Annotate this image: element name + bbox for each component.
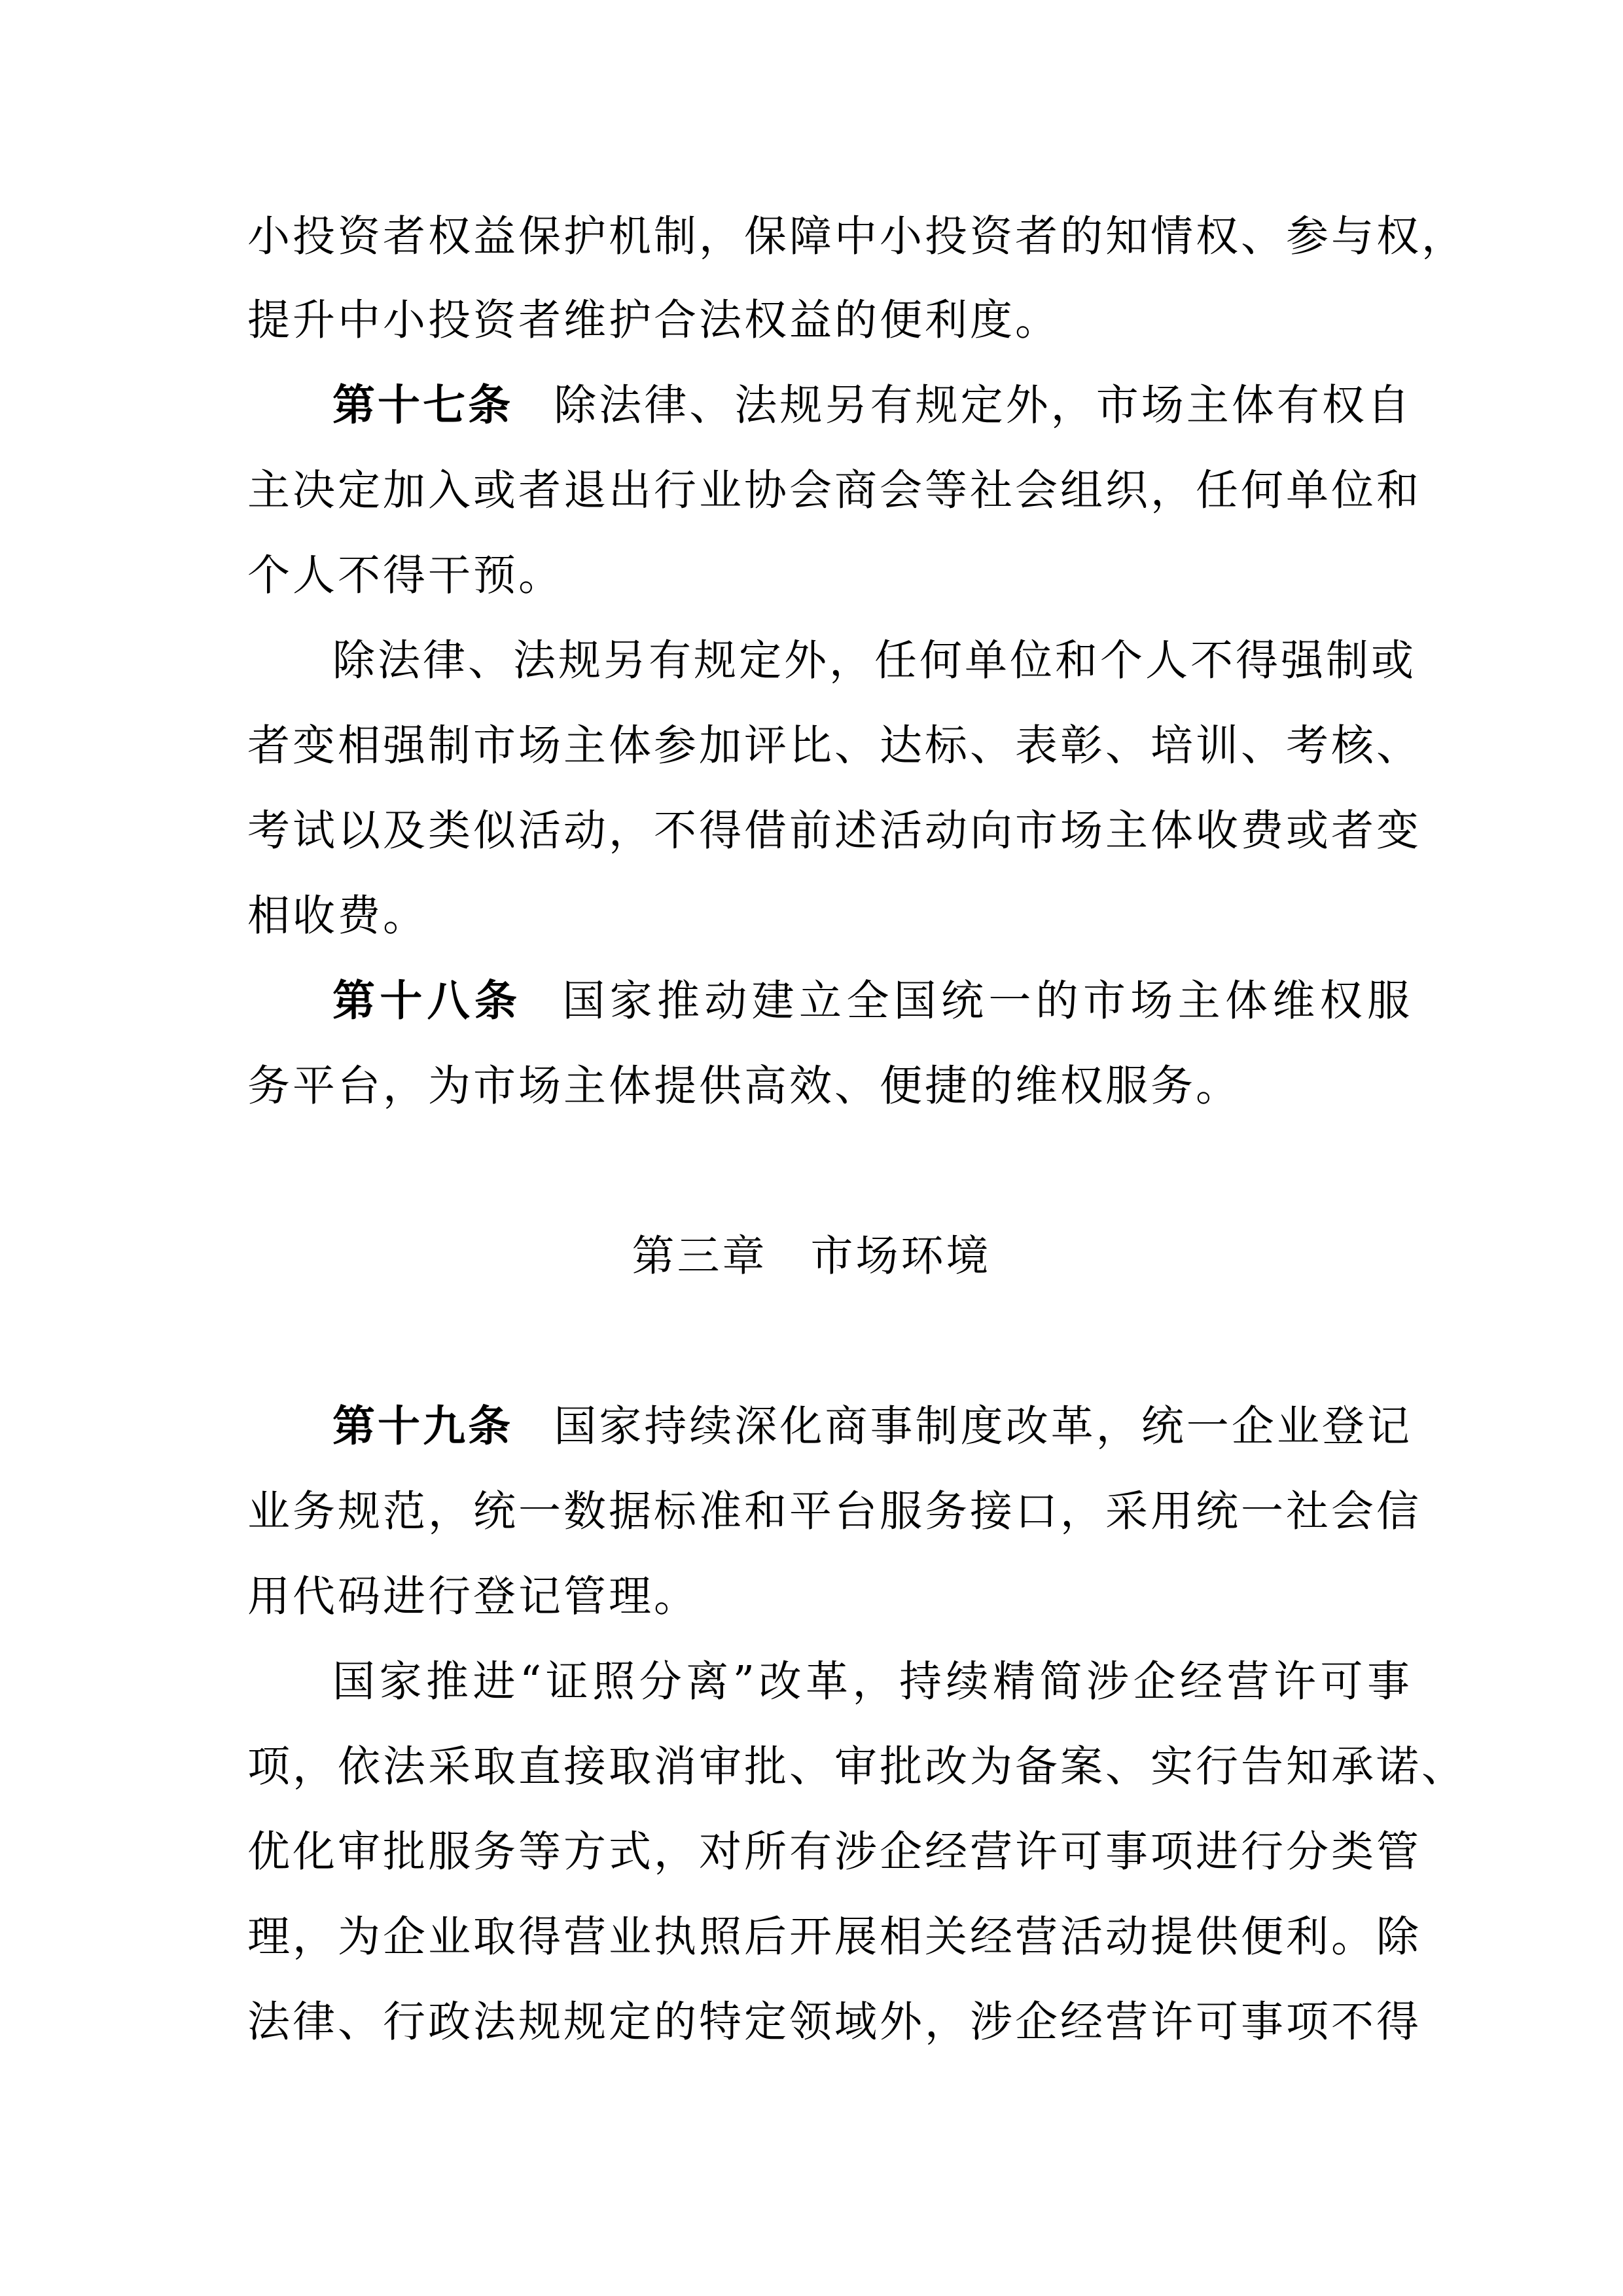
paragraph-line: 提升中小投资者维护合法权益的便利度。 bbox=[247, 296, 1061, 345]
paragraph-line: 理，为企业取得营业执照后开展相关经营活动提供便利。除 bbox=[247, 1912, 1422, 1962]
article-number: 第十八条 bbox=[332, 977, 522, 1026]
chapter-heading bbox=[0, 1230, 1623, 1283]
paragraph-line: 项，依法采取直接取消审批、审批改为备案、实行告知承诺、 bbox=[247, 1742, 1467, 1791]
article-number: 第十九条 bbox=[332, 1402, 514, 1451]
paragraph-line: 法律、行政法规规定的特定领域外，涉企经营许可事项不得 bbox=[247, 1998, 1422, 2047]
paragraph-line: 小投资者权益保护机制，保障中小投资者的知情权、参与权， bbox=[247, 212, 1467, 261]
article-18-heading-line bbox=[332, 975, 1412, 1028]
article-text: 除法律、法规另有规定外，市场主体有权自 bbox=[554, 381, 1412, 430]
article-17-heading-line bbox=[332, 380, 1412, 432]
paragraph-line: 除法律、法规另有规定外，任何单位和个人不得强制或 bbox=[332, 636, 1417, 685]
paragraph-line: 业务规范，统一数据标准和平台服务接口，采用统一社会信 bbox=[247, 1487, 1422, 1536]
paragraph-line: 考试以及类似活动，不得借前述活动向市场主体收费或者变 bbox=[247, 806, 1422, 855]
paragraph-line: 者变相强制市场主体参加评比、达标、表彰、培训、考核、 bbox=[247, 721, 1422, 770]
paragraph-line: 国家推进“证照分离”改革，持续精简涉企经营许可事 bbox=[332, 1657, 1412, 1706]
chapter-number: 第三章 bbox=[632, 1232, 768, 1281]
paragraph-line: 相收费。 bbox=[247, 891, 429, 941]
paragraph-line: 务平台，为市场主体提供高效、便捷的维权服务。 bbox=[247, 1062, 1241, 1111]
article-19-heading-line bbox=[332, 1401, 1412, 1453]
paragraph-line: 主决定加入或者退出行业协会商会等社会组织，任何单位和 bbox=[247, 466, 1422, 515]
paragraph-line: 用代码进行登记管理。 bbox=[247, 1572, 700, 1621]
chapter-title: 市场环境 bbox=[810, 1232, 991, 1281]
paragraph-line: 个人不得干预。 bbox=[247, 551, 564, 600]
paragraph-line: 优化审批服务等方式，对所有涉企经营许可事项进行分类管 bbox=[247, 1827, 1422, 1876]
article-text: 国家持续深化商事制度改革，统一企业登记 bbox=[554, 1402, 1412, 1451]
article-number: 第十七条 bbox=[332, 381, 514, 430]
article-text: 国家推动建立全国统一的市场主体维权服 bbox=[562, 977, 1412, 1026]
